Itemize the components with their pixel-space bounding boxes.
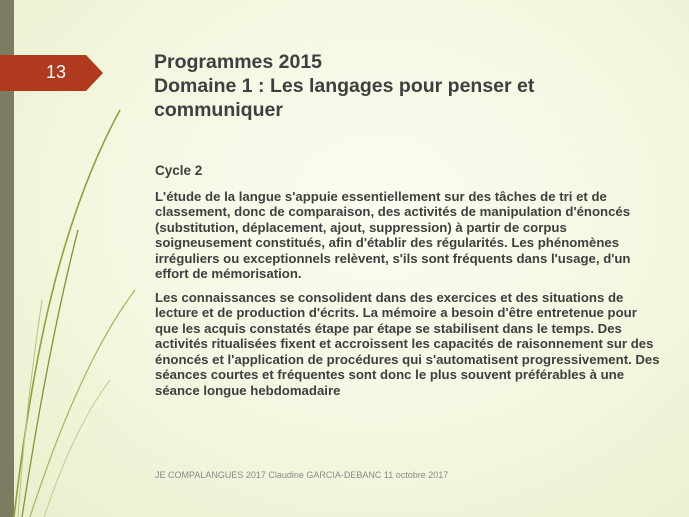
paragraph-2: Les connaissances se consolident dans des exercices et des situations de lecture et de production d'écrits. La mémoire a besoin d'être entretenue pour que les acquis constatés étape par étape se stabilisent dans le temps. Des activités ritualisées fixent et accroissent les capacités de raisonnement sur des énoncés et l'application de procédures qui s'automatisent progressivement. Des séances courtes et fréquentes sont donc le plus souvent préférables à une séance longue hebdomadaire: [155, 289, 660, 398]
title-line-3: communiquer: [154, 99, 283, 121]
decor-curve-2: [22, 230, 78, 517]
slide-number-badge: [0, 55, 103, 91]
slide-title: [154, 50, 654, 122]
paragraph-1: L'étude de la langue s'appuie essentiellement sur des tâches de tri et de classement, donc de comparaison, des activités de manipulation d'énoncés (substitution, déplacement, ajout, suppression) à partir de corpus soigneusement constitués, afin d'établir des régularités. Les phénomènes irréguliers ou exceptionnels relèvent, s'ils sont fréquents dans l'usage, d'un effort de mémorisation.: [155, 188, 631, 281]
decor-curve-4: [18, 300, 42, 517]
title-line-1: Programmes 2015: [154, 51, 323, 73]
decor-curve-3: [30, 290, 135, 517]
slide-footer: JE COMPALANGUES 2017 Claudine GARCIA-DEBANC 11 octobre 2017: [155, 470, 449, 480]
slide-body: [155, 163, 660, 406]
cycle-subheading: Cycle 2: [155, 163, 203, 178]
slide-number: 13: [46, 62, 67, 82]
title-line-2: Domaine 1 : Les langages pour penser et: [154, 75, 535, 97]
